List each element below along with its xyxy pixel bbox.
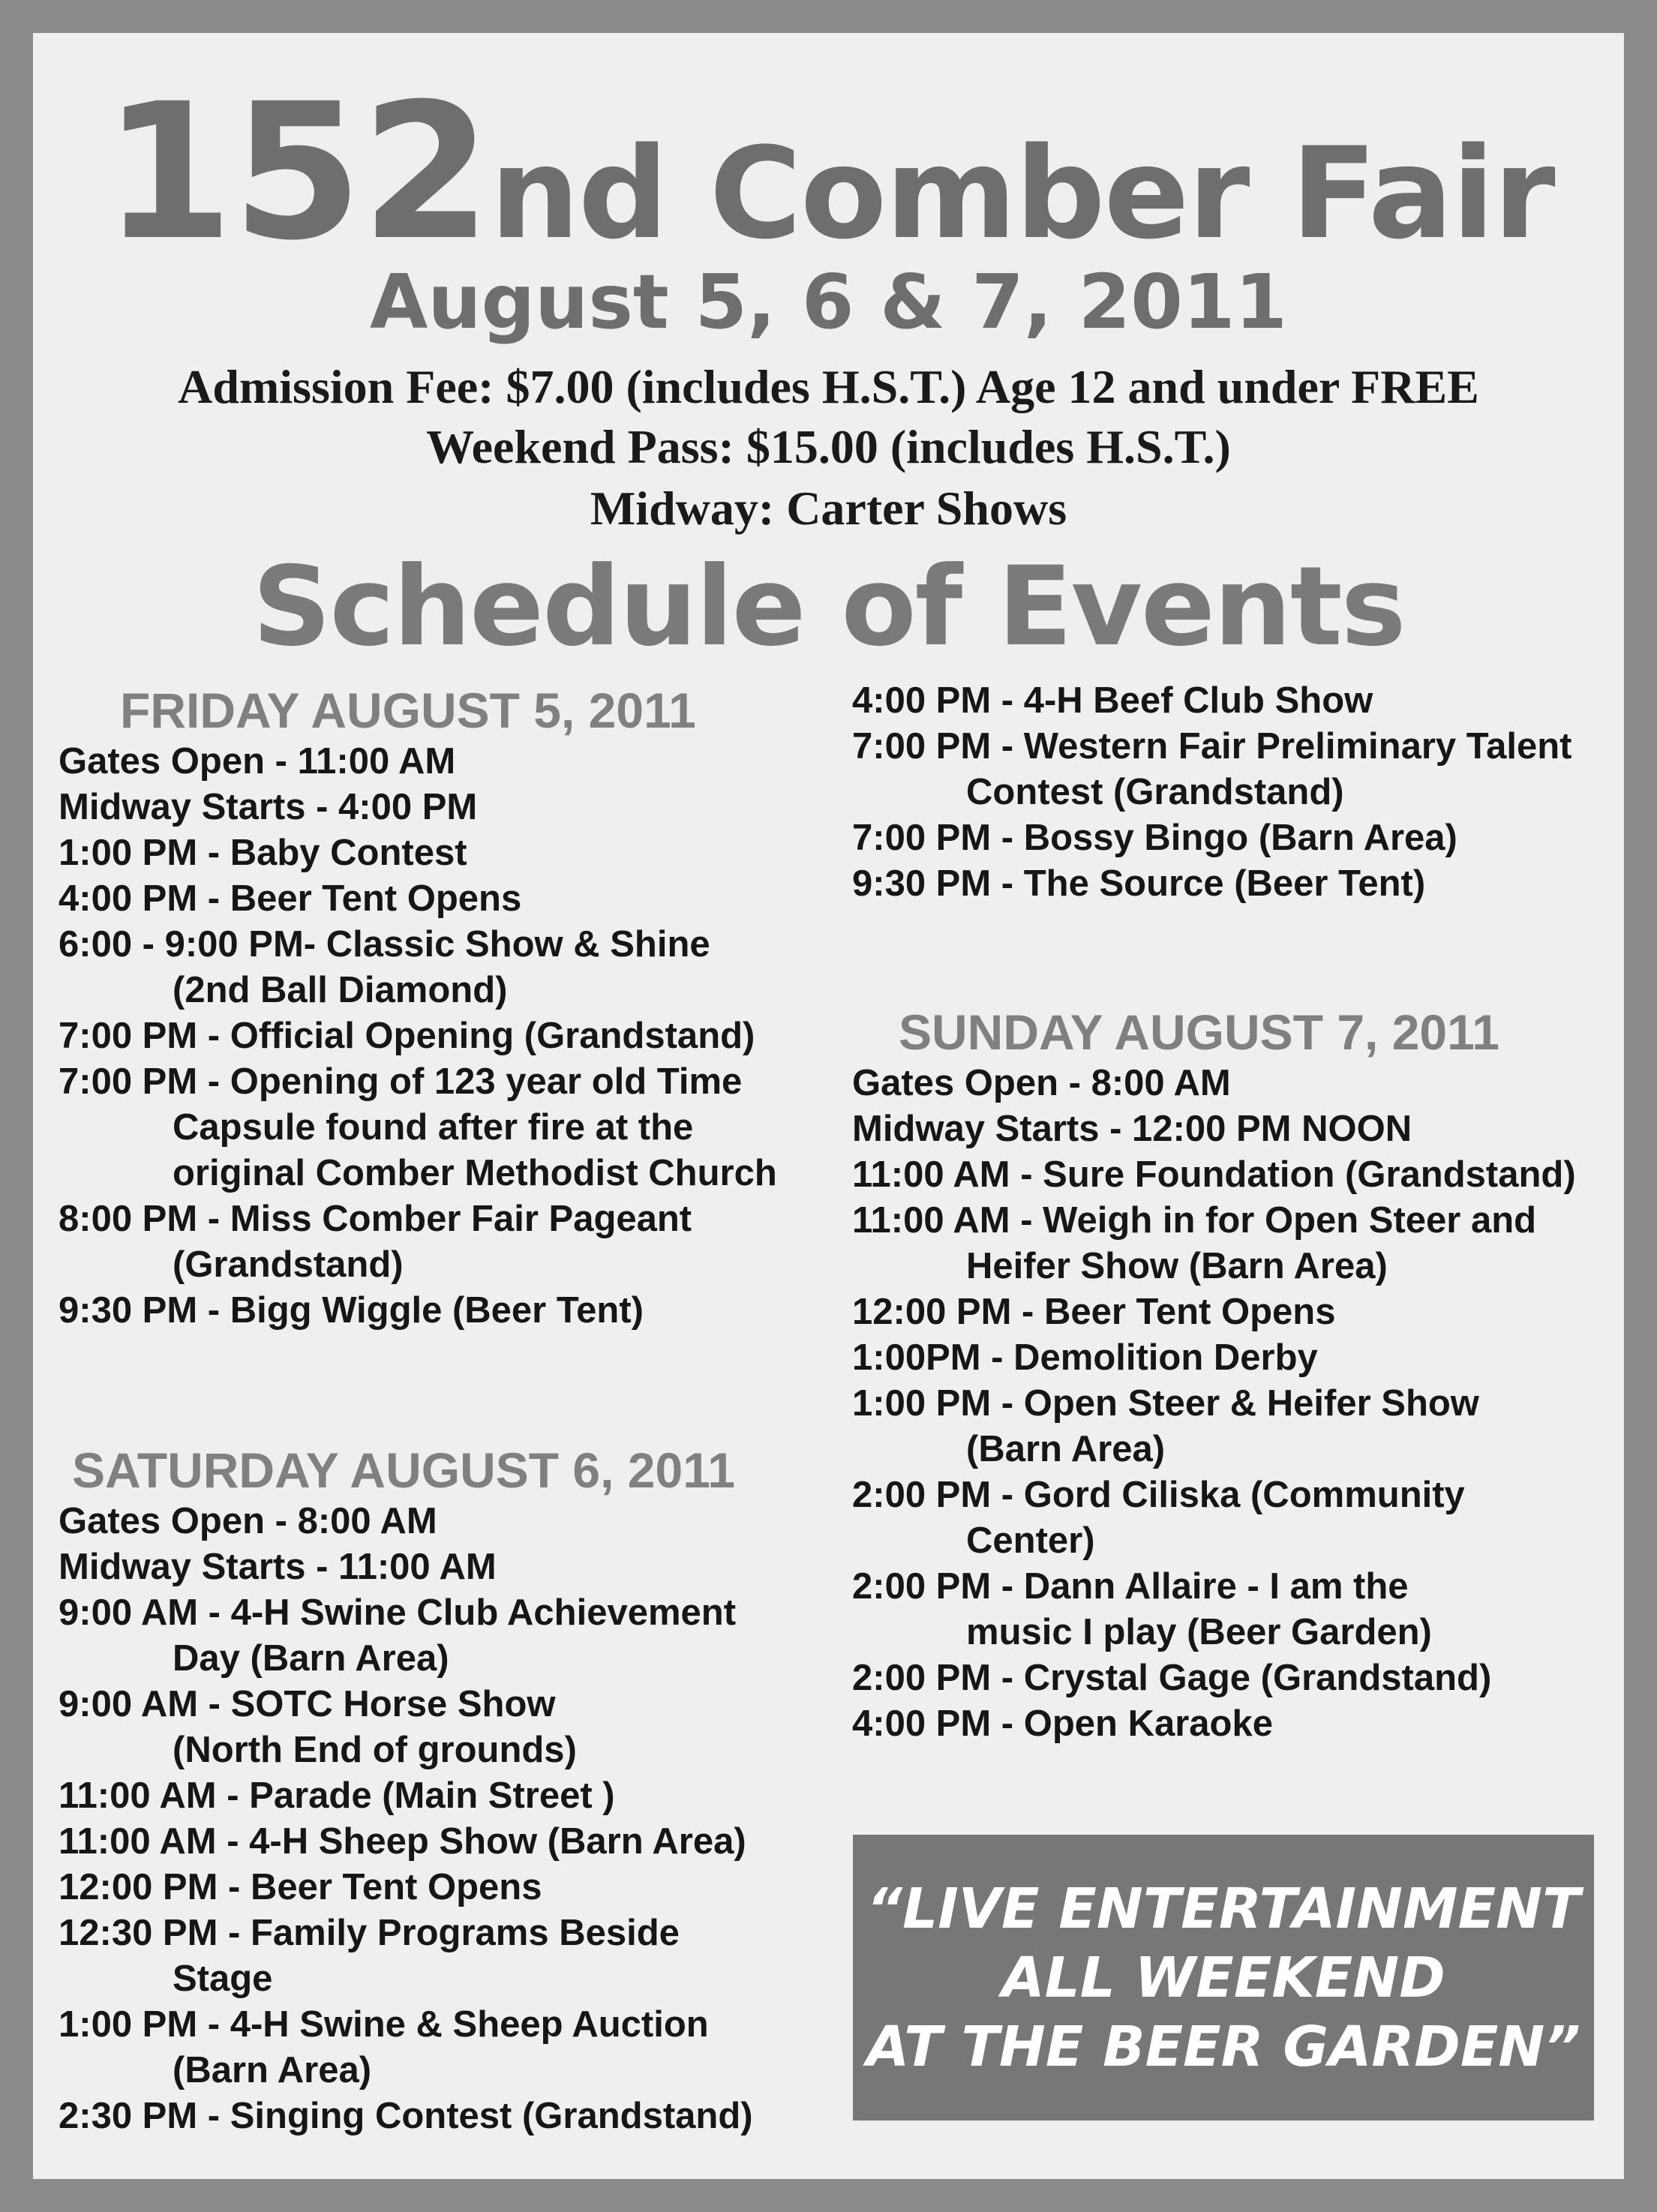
event-item (852, 1198, 1610, 1289)
event-text: 7:00 PM - Western Fair Preliminary Talent (852, 726, 1572, 767)
event-text: 2:30 PM - Singing Contest (Grandstand) (59, 2096, 753, 2136)
event-continuation: original Comber Methodist Church (173, 1153, 777, 1193)
event-item (852, 861, 1610, 907)
saturday-continued-section (852, 678, 1610, 907)
poster (33, 33, 1624, 2179)
friday-section (59, 682, 839, 1334)
event-continuation: Stage (173, 1958, 273, 1999)
event-text: 9:30 PM - The Source (Beer Tent) (852, 863, 1426, 904)
event-text: 4:00 PM - Open Karaoke (852, 1703, 1273, 1744)
event-text: 12:00 PM - Beer Tent Opens (852, 1292, 1336, 1332)
fair-title (33, 63, 1624, 281)
event-text: 2:00 PM - Dann Allaire - I am the (852, 1566, 1409, 1607)
event-text: 11:00 AM - 4-H Sheep Show (Barn Area) (59, 1821, 746, 1862)
event-continuation: Contest (Grandstand) (966, 772, 1344, 812)
event-item (852, 1106, 1610, 1152)
event-continuation: (Grandstand) (173, 1244, 404, 1285)
event-item (852, 815, 1610, 861)
event-continuation: (2nd Ball Diamond) (173, 970, 508, 1010)
saturday-section (59, 1442, 839, 2139)
event-item (852, 724, 1610, 815)
event-item (852, 1701, 1610, 1747)
event-text: 1:00 PM - 4-H Swine & Sheep Auction (59, 2004, 709, 2045)
event-text: 2:00 PM - Gord Ciliska (Community (852, 1475, 1465, 1515)
event-text: Midway Starts - 11:00 AM (59, 1547, 497, 1587)
event-item (59, 1196, 839, 1288)
event-item (59, 922, 839, 1013)
event-text: 4:00 PM - 4-H Beef Club Show (852, 680, 1373, 721)
event-list (59, 739, 839, 1334)
event-text: 2:00 PM - Crystal Gage (Grandstand) (852, 1658, 1492, 1698)
event-item (59, 2002, 839, 2093)
event-item (852, 1381, 1610, 1472)
event-text: 9:00 AM - SOTC Horse Show (59, 1684, 556, 1724)
event-item (852, 1564, 1610, 1655)
event-text: Midway Starts - 12:00 PM NOON (852, 1109, 1412, 1149)
event-item (59, 830, 839, 876)
event-continuation: music I play (Beer Garden) (966, 1612, 1432, 1652)
event-text: 1:00PM - Demolition Derby (852, 1337, 1318, 1378)
promo-line: “LIVE ENTERTAINMENT (866, 1876, 1580, 1941)
event-text: Gates Open - 8:00 AM (852, 1063, 1231, 1103)
event-continuation: Capsule found after fire at the (173, 1107, 694, 1148)
day-heading: SUNDAY AUGUST 7, 2011 (899, 1004, 1499, 1060)
event-item (852, 1152, 1610, 1198)
event-item (852, 1655, 1610, 1701)
event-continuation: (North End of grounds) (173, 1730, 577, 1770)
event-text: 7:00 PM - Bossy Bingo (Barn Area) (852, 818, 1457, 858)
promo-line: ALL WEEKEND (1001, 1945, 1445, 2010)
event-text: Midway Starts - 4:00 PM (59, 787, 478, 827)
day-heading: FRIDAY AUGUST 5, 2011 (120, 683, 696, 738)
event-text: 11:00 AM - Parade (Main Street ) (59, 1775, 615, 1816)
event-text: 1:00 PM - Open Steer & Heifer Show (852, 1383, 1479, 1424)
event-item (59, 1819, 839, 1865)
event-item (852, 678, 1610, 724)
event-item (59, 2093, 839, 2139)
event-text: 9:00 AM - 4-H Swine Club Achievement (59, 1592, 737, 1633)
event-list (852, 1061, 1610, 1747)
event-continuation: Center) (966, 1520, 1095, 1561)
promo-line: AT THE BEER GARDEN” (866, 2014, 1580, 2079)
event-item (59, 876, 839, 922)
event-continuation: (Barn Area) (966, 1429, 1166, 1469)
event-text: 12:00 PM - Beer Tent Opens (59, 1867, 542, 1907)
sunday-section (852, 1004, 1610, 1747)
event-item (59, 1773, 839, 1819)
midway-info: Midway: Carter Shows (590, 482, 1067, 535)
event-text: 12:30 PM - Family Programs Beside (59, 1913, 680, 1953)
event-item (852, 1335, 1610, 1381)
event-item (59, 1544, 839, 1590)
event-item (59, 1151, 839, 1196)
event-continuation: Day (Barn Area) (173, 1638, 449, 1679)
event-item (852, 1289, 1610, 1335)
title-number: 152 (103, 63, 491, 281)
event-text: 7:00 PM - Official Opening (Grandstand) (59, 1016, 755, 1056)
event-text: 7:00 PM - Opening of 123 year old Time (59, 1061, 743, 1102)
event-item (59, 739, 839, 785)
event-text: 4:00 PM - Beer Tent Opens (59, 878, 522, 919)
event-text: 9:30 PM - Bigg Wiggle (Beer Tent) (59, 1290, 644, 1331)
event-item (59, 1865, 839, 1910)
event-item (59, 785, 839, 830)
weekend-pass: Weekend Pass: $15.00 (includes H.S.T.) (426, 420, 1231, 473)
event-item (59, 1499, 839, 1544)
admission-fee: Admission Fee: $7.00 (includes H.S.T.) Age 12 and under FREE (178, 360, 1479, 413)
event-item (852, 1061, 1610, 1106)
event-text: 1:00 PM - Baby Contest (59, 833, 467, 873)
event-item (59, 1590, 839, 1682)
title-rest: nd Comber Fair (490, 120, 1554, 267)
event-continuation: (Barn Area) (173, 2050, 372, 2090)
event-text: 6:00 - 9:00 PM- Classic Show & Shine (59, 924, 710, 965)
event-item (59, 1059, 839, 1151)
event-item (59, 1910, 839, 2002)
event-list (59, 1499, 839, 2139)
event-item (59, 1288, 839, 1334)
fair-dates: August 5, 6 & 7, 2011 (370, 258, 1287, 346)
day-heading: SATURDAY AUGUST 6, 2011 (72, 1442, 735, 1498)
event-text: Gates Open - 11:00 AM (59, 741, 456, 782)
live-entertainment-banner (853, 1835, 1594, 2120)
event-text: 11:00 AM - Sure Foundation (Grandstand) (852, 1154, 1576, 1195)
event-list (852, 678, 1610, 907)
event-continuation: Heifer Show (Barn Area) (966, 1246, 1388, 1286)
event-item (59, 1682, 839, 1773)
event-text: Gates Open - 8:00 AM (59, 1501, 437, 1541)
schedule-title: Schedule of Events (252, 543, 1405, 671)
event-text: 8:00 PM - Miss Comber Fair Pageant (59, 1199, 692, 1239)
event-item (59, 1013, 839, 1059)
event-item (852, 1472, 1610, 1564)
event-text: 11:00 AM - Weigh in for Open Steer and (852, 1200, 1537, 1241)
